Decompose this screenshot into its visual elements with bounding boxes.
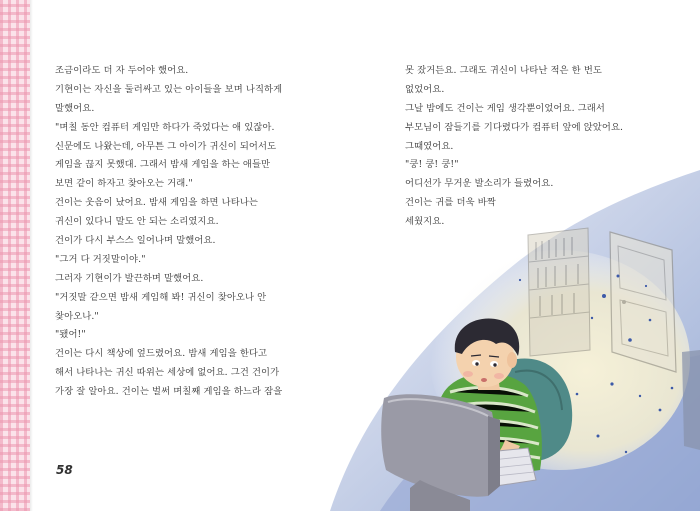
door [610, 232, 676, 372]
text-line: 게임을 끊지 못했대. 그래서 밤새 게임을 하는 애들만 [55, 159, 271, 171]
text-line: "거짓말 같으면 밤새 게임해 봐! 귀신이 찾아오나 안 [55, 291, 267, 303]
text-line: "그거 다 거짓말이야." [55, 253, 146, 265]
text-line: 건이는 귀를 더욱 바짝 [405, 197, 496, 209]
text-line: 조금이라도 더 자 두어야 했어요. [55, 65, 189, 76]
right-page-text [405, 62, 665, 232]
text-line: 건이는 다시 책상에 엎드렸어요. 밤새 게임을 한다고 [55, 348, 268, 360]
text-line: "쿵! 쿵! 쿵!" [405, 159, 459, 171]
text-line: 세웠지요. [405, 216, 445, 228]
text-line: 해서 나타나는 귀신 따위는 세상에 없어요. 그건 건이가 [55, 367, 280, 379]
page-number: 58 [56, 463, 73, 477]
text-line: 건이는 웃음이 났어요. 밤새 게임을 하면 나타나는 [55, 197, 259, 209]
text-line: 그때였어요. [405, 140, 454, 152]
text-line: 기현이는 자신을 둘러싸고 있는 아이들을 보며 나직하게 [55, 83, 283, 95]
text-line: 신문에도 나왔는데, 아무튼 그 아이가 귀신이 되어서도 [55, 140, 277, 152]
text-line: 그러자 기현이가 발끈하며 말했어요. [55, 272, 204, 284]
text-line: 보면 같이 하자고 찾아오는 거래." [55, 178, 193, 190]
text-line: 찾아오나." [55, 310, 99, 322]
text-line: 못 잤거든요. 그래도 귀신이 나타난 적은 한 번도 [405, 65, 602, 76]
text-line: 가장 잘 알아요. 건이는 벌써 며칠째 게임을 하느라 잠을 [55, 386, 283, 398]
text-line: "며칠 동안 컴퓨터 게임만 하다가 죽었다는 애 있잖아. [55, 121, 275, 133]
text-line: 말했어요. [55, 102, 95, 114]
text-line: "됐어!" [55, 329, 86, 341]
text-line: 그날 밤에도 건이는 게임 생각뿐이었어요. 그래서 [405, 102, 605, 114]
text-line: 없었어요. [405, 83, 445, 95]
text-line: 건이가 다시 부스스 일어나며 말했어요. [55, 235, 216, 247]
text-line: 부모님이 잠들기를 기다렸다가 컴퓨터 앞에 앉았어요. [405, 121, 624, 133]
text-line: 어디선가 무거운 발소리가 들렸어요. [405, 178, 554, 190]
text-line: 귀신이 있다니 말도 안 되는 소리였지요. [55, 216, 219, 228]
bookshelf [528, 228, 590, 356]
